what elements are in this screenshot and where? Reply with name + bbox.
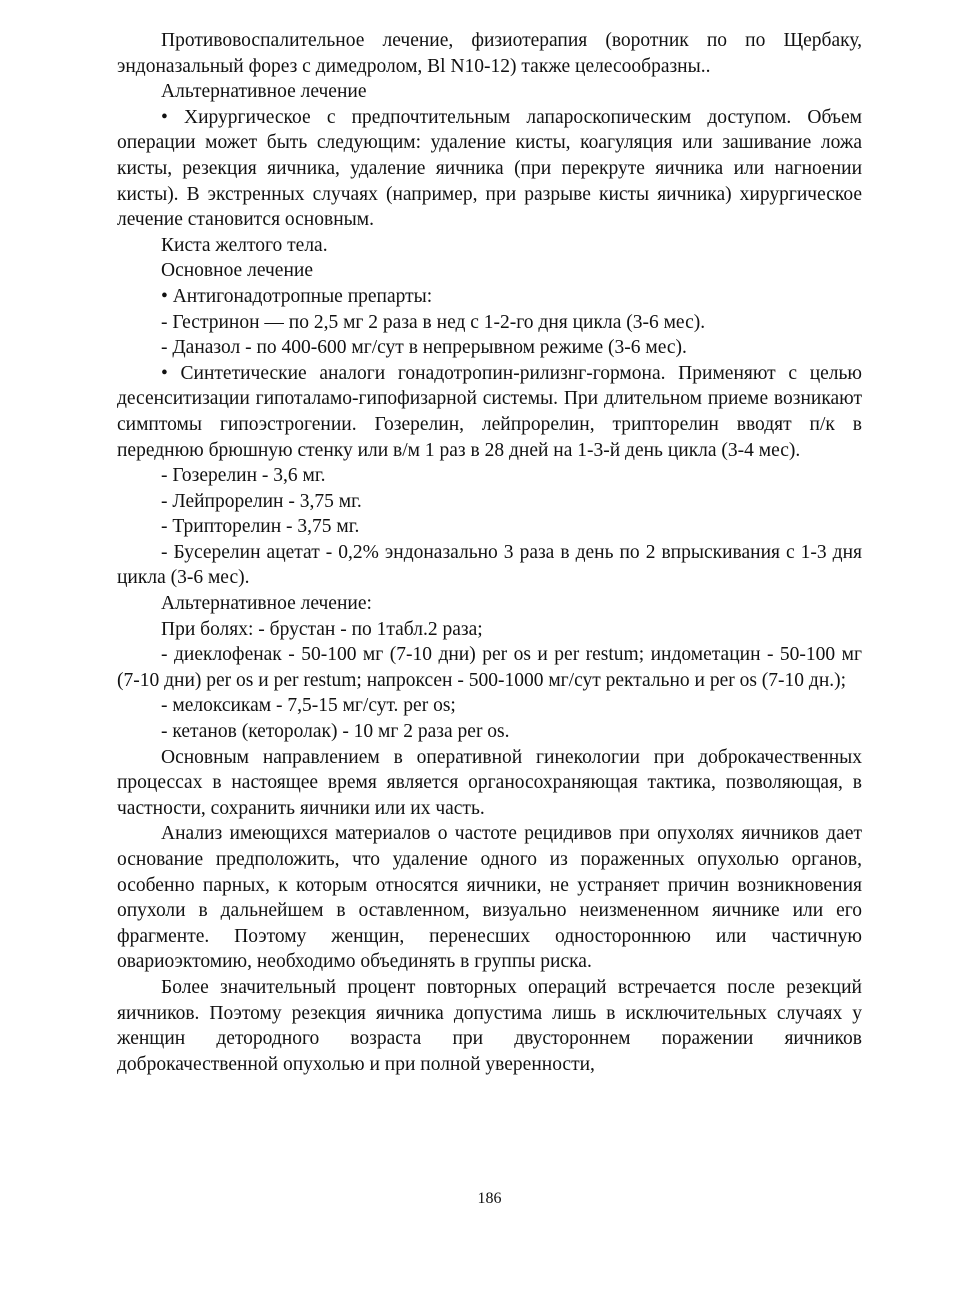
- paragraph: - Лейпрорелин - 3,75 мг.: [161, 490, 362, 512]
- page-number: 186: [477, 1190, 502, 1207]
- paragraph: Противовоспалительное лечение, физиотерапия (воротник по по Щербаку, эндоназальный форез с димедролом, Bl N10-12) также целесообразны..: [117, 30, 862, 77]
- paragraph: • Антигонадотропные препарты:: [161, 285, 433, 307]
- paragraph: Альтернативное лечение:: [161, 593, 372, 615]
- paragraph: - мелоксикам - 7,5-15 мг/сут. per os;: [161, 695, 456, 717]
- paragraph: Киста желтого тела.: [161, 234, 328, 256]
- paragraph: Основное лечение: [161, 260, 313, 282]
- paragraph: Анализ имеющихся материалов о частоте рецидивов при опухолях яичников дает основание предположить, что удаление одного из пораженных опухолью органов, особенно парных, к которым относятся яичники, не устраняет причин возникновения опухоли в дальнейшем в оставленном, визуально неизмененном яичнике или его фрагменте. Поэтому женщин, перенесших одностороннюю или частичную овариоэктомию, необходимо объединять в группы риска.: [117, 823, 862, 973]
- paragraph: Альтернативное лечение: [161, 81, 367, 103]
- document-body: [117, 28, 862, 1077]
- paragraph: - Гестринон — по 2,5 мг 2 раза в нед с 1-2-го дня цикла (3-6 мес).: [161, 311, 706, 333]
- paragraph: - диеклофенак - 50-100 мг (7-10 дни) per os и per restum; индометацин - 50-100 мг (7-10 дни) per os и per restum; напроксен - 500-1000 мг/сут ректально и per os (7-10 дн.);: [117, 644, 862, 691]
- paragraph: • Синтетические аналоги гонадотропин-рилизнг-гормона. Применяют с целью десенситизации гипоталамо-гипофизарной системы. При длительном приеме возникают симптомы гипоэстрогении. Гозерелин, лейпрорелин, трипторелин вводят п/к в переднюю брюшную стенку или в/м 1 раз в 28 дней на 1-3-й день цикла (3-4 мес).: [117, 362, 862, 461]
- paragraph: Основным направлением в оперативной гинекологии при доброкачественных процессах в настоящее время является органосохраняющая тактика, позволяющая, в частности, сохранить яичники или их часть.: [117, 746, 862, 819]
- paragraph: - Гозерелин - 3,6 мг.: [161, 465, 326, 487]
- paragraph: - Трипторелин - 3,75 мг.: [161, 516, 360, 538]
- paragraph: - Бусерелин ацетат - 0,2% эндоназально 3 раза в день по 2 впрыскивания с 1-3 дня цикла (3-6 мес).: [117, 541, 862, 589]
- paragraph: - кетанов (кеторолак) - 10 мг 2 раза per os.: [161, 721, 510, 743]
- paragraph: При болях: - брустан - по 1табл.2 раза;: [161, 618, 483, 640]
- paragraph: Более значительный процент повторных операций встречается после резекций яичников. Поэтому резекция яичника допустима лишь в исключительных случаях у женщин детородного возраста при двустороннем поражении яичников доброкачественной опухолью и при полной уверенности,: [117, 976, 862, 1075]
- paragraph: - Даназол - по 400-600 мг/сут в непрерывном режиме (3-6 мес).: [161, 337, 687, 359]
- paragraph: • Хирургическое с предпочтительным лапароскопическим доступом. Объем операции может быть следующим: удаление кисты, коагуляция или зашивание ложа кисты, резекция яичника, удаление яичника (при перекруте яичника или нагноении кисты). В экстренных случаях (например, при разрыве кисты яичника) хирургическое лечение становится основным.: [117, 106, 862, 231]
